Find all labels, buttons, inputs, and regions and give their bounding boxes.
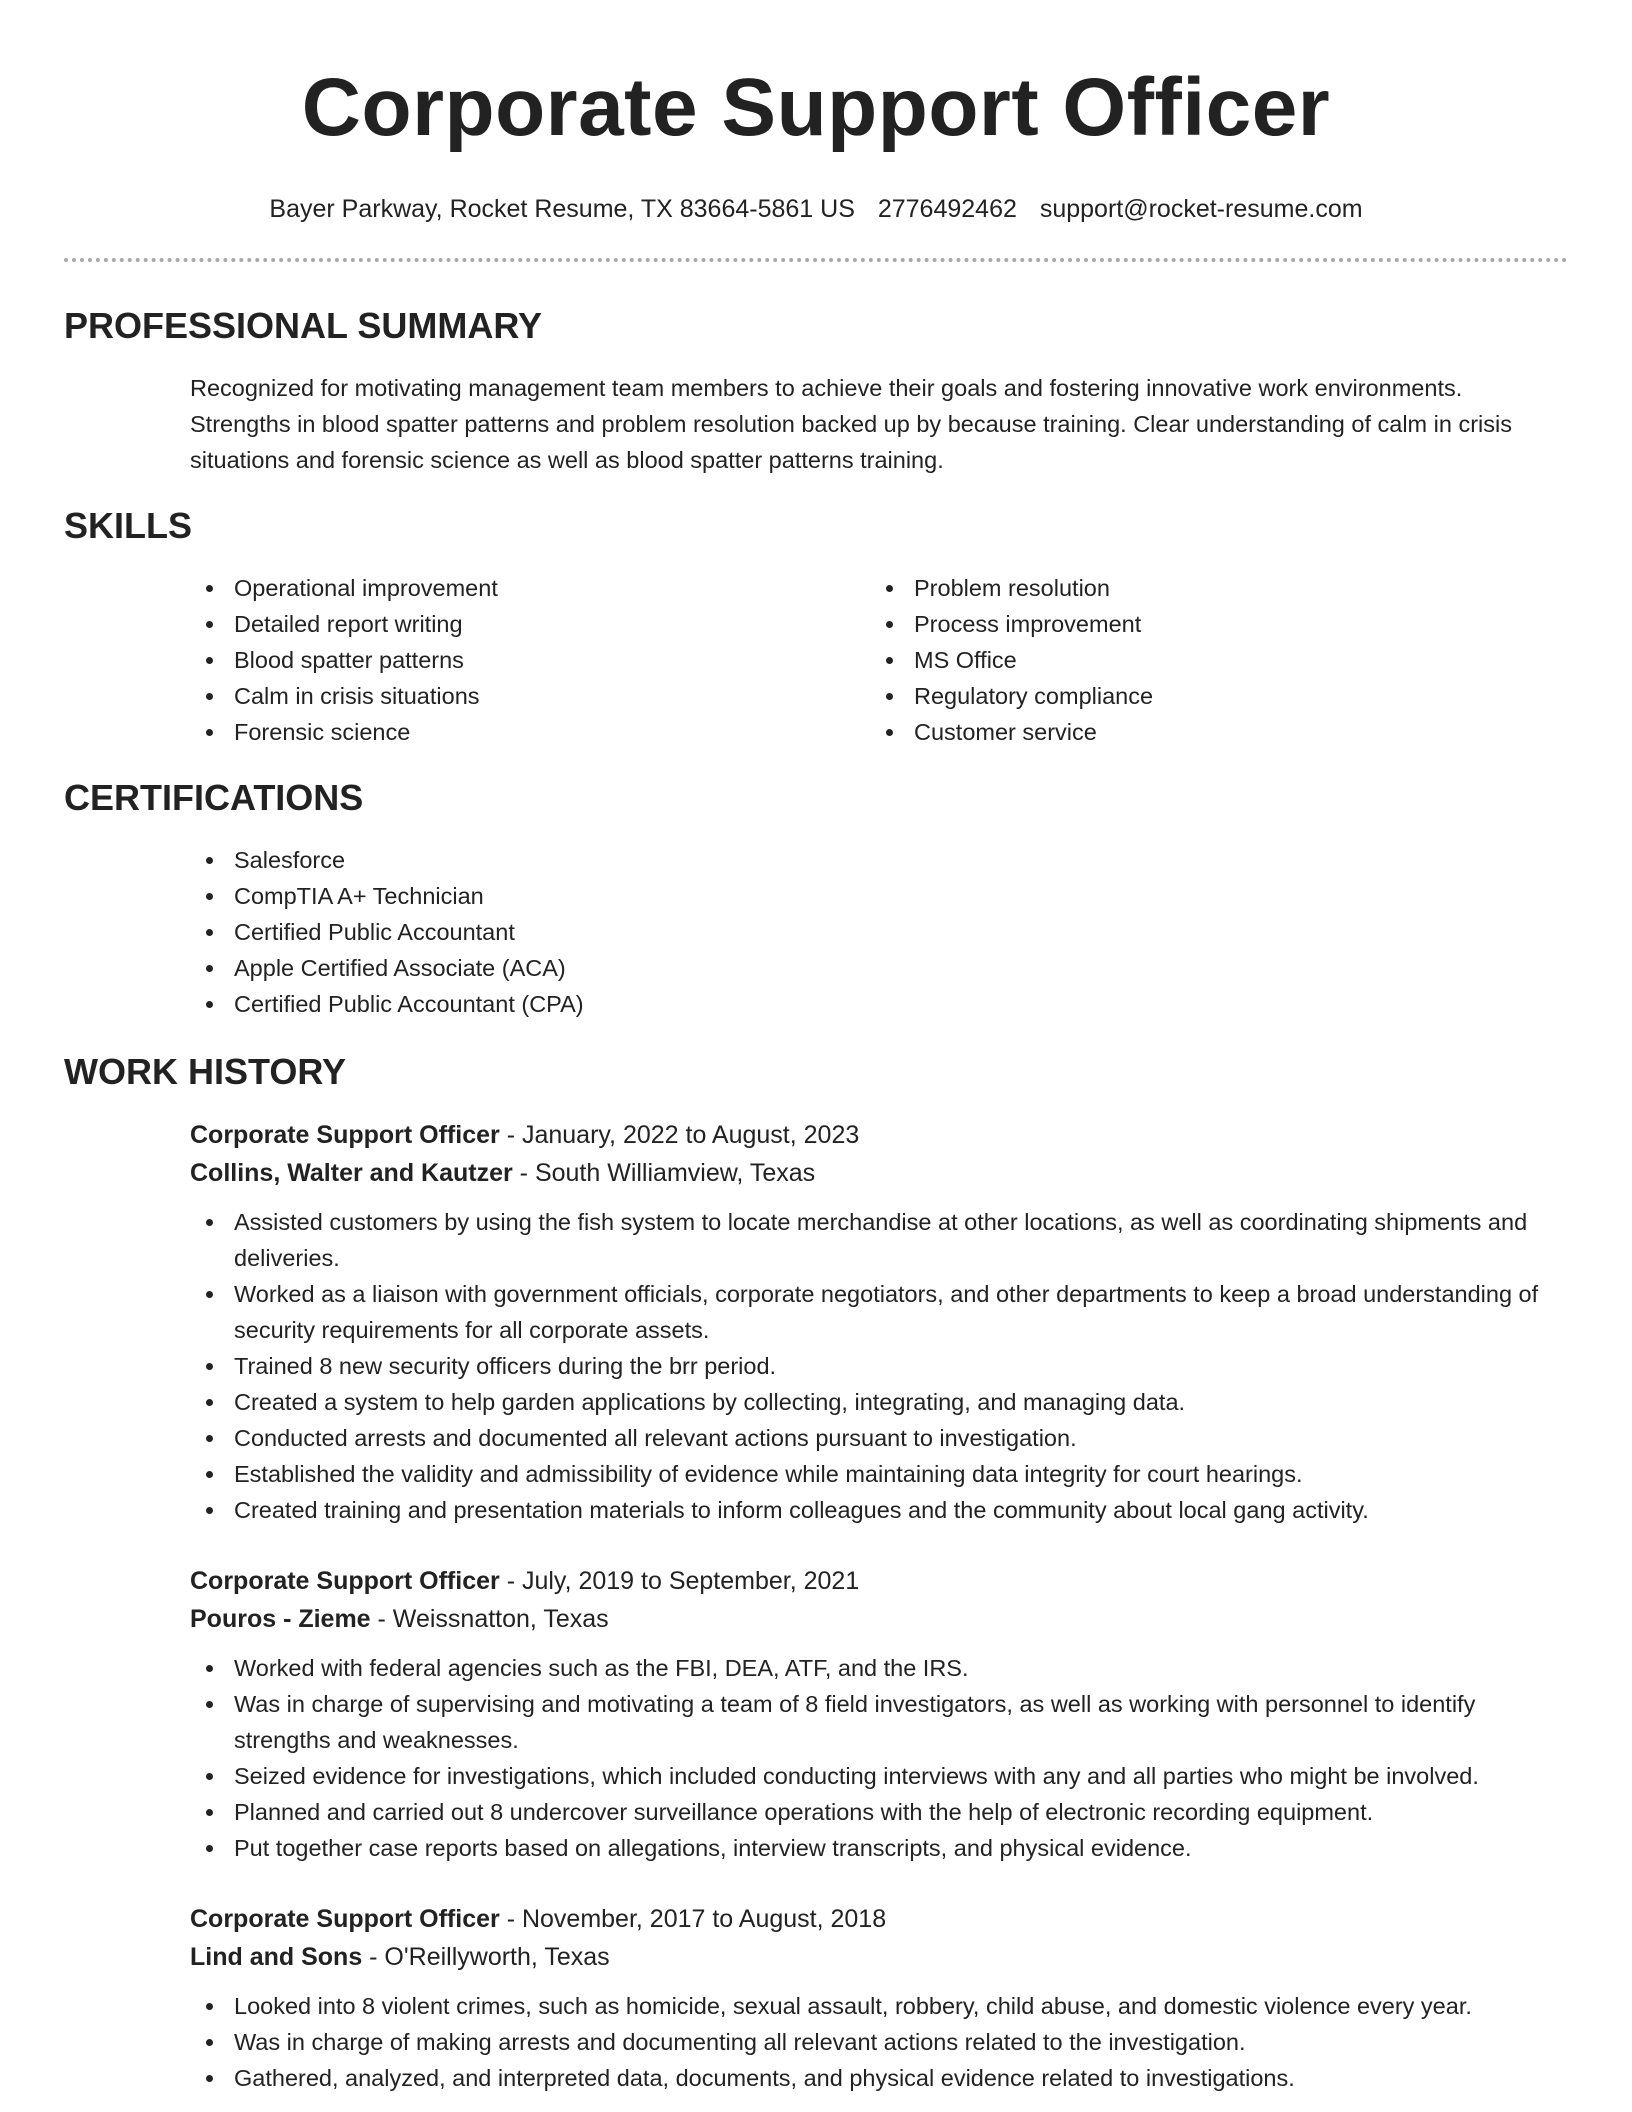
job-dates: - November, 2017 to August, 2018	[499, 1905, 887, 1933]
job-bullets	[64, 1650, 1568, 1866]
certifications-list	[190, 842, 1568, 1022]
job-role: Corporate Support Officer	[190, 1567, 500, 1595]
work-history-section	[64, 1050, 1568, 2096]
job-location: - O'Reillyworth, Texas	[362, 1943, 610, 1971]
candidate-name: Corporate Support Officer	[301, 62, 1331, 153]
contact-address: Bayer Parkway, Rocket Resume, TX 83664-5861 US	[269, 195, 855, 223]
certifications-section	[64, 776, 1568, 1022]
job-title-line	[190, 1116, 1568, 1154]
job-entry	[190, 1116, 1568, 1528]
skill-item: MS Office	[870, 642, 1550, 678]
skill-item: Calm in crisis situations	[190, 678, 870, 714]
job-bullet: Seized evidence for investigations, which included conducting interviews with any and all parties who might be involved.	[190, 1758, 1568, 1794]
job-company-line	[190, 1154, 1568, 1192]
job-location: - Weissnatton, Texas	[370, 1605, 609, 1633]
skill-item: Regulatory compliance	[870, 678, 1550, 714]
skill-item: Process improvement	[870, 606, 1550, 642]
job-bullet: Conducted arrests and documented all relevant actions pursuant to investigation.	[190, 1420, 1568, 1456]
skill-item: Customer service	[870, 714, 1550, 750]
job-company: Lind and Sons	[190, 1943, 363, 1971]
job-company: Collins, Walter and Kautzer	[190, 1159, 513, 1187]
job-company-line	[190, 1938, 1568, 1976]
skills-list-left	[190, 570, 870, 750]
job-bullet: Created a system to help garden applications by collecting, integrating, and managing data.	[190, 1384, 1568, 1420]
job-location: - South Williamview, Texas	[512, 1159, 816, 1187]
job-bullet: Was in charge of making arrests and documenting all relevant actions related to the investigation.	[190, 2024, 1568, 2060]
skill-item: Blood spatter patterns	[190, 642, 870, 678]
job-role: Corporate Support Officer	[190, 1905, 500, 1933]
job-bullet: Assisted customers by using the fish system to locate merchandise at other locations, as well as coordinating shipments and deliveries.	[190, 1204, 1568, 1276]
job-bullet: Gathered, analyzed, and interpreted data, documents, and physical evidence related to investigations.	[190, 2060, 1568, 2096]
job-entry	[190, 1900, 1568, 2096]
job-entry	[190, 1562, 1568, 1866]
job-bullet: Was in charge of supervising and motivating a team of 8 field investigators, as well as working with personnel to identify strengths and weaknesses.	[190, 1686, 1568, 1758]
job-bullet: Looked into 8 violent crimes, such as homicide, sexual assault, robbery, child abuse, and domestic violence every year.	[190, 1988, 1568, 2024]
certification-item: Apple Certified Associate (ACA)	[190, 950, 1568, 986]
skill-item: Detailed report writing	[190, 606, 870, 642]
summary-text: Recognized for motivating management team members to achieve their goals and fostering innovative work environments. Strengths in blood spatter patterns and problem resolution backed up by because training. Clear understanding of calm in crisis situations and forensic science as well as blood spatter patterns training.	[190, 375, 1512, 473]
summary-section	[64, 304, 1568, 478]
skill-item: Forensic science	[190, 714, 870, 750]
job-dates: - July, 2019 to September, 2021	[499, 1567, 860, 1595]
certification-item: Salesforce	[190, 842, 1568, 878]
skill-item: Operational improvement	[190, 570, 870, 606]
job-title-line	[190, 1900, 1568, 1938]
job-dates: - January, 2022 to August, 2023	[499, 1121, 860, 1149]
job-title-line	[190, 1562, 1568, 1600]
skills-grid	[190, 570, 1568, 750]
skills-heading: SKILLS	[64, 505, 193, 546]
job-bullet: Worked with federal agencies such as the FBI, DEA, ATF, and the IRS.	[190, 1650, 1568, 1686]
contact-line	[64, 194, 1568, 224]
certifications-heading: CERTIFICATIONS	[64, 777, 364, 818]
job-company: Pouros - Zieme	[190, 1605, 371, 1633]
skill-item: Problem resolution	[870, 570, 1550, 606]
certification-item: CompTIA A+ Technician	[190, 878, 1568, 914]
job-bullet: Created training and presentation materials to inform colleagues and the community about local gang activity.	[190, 1492, 1568, 1528]
job-bullet: Worked as a liaison with government officials, corporate negotiators, and other departments to keep a broad understanding of security requirements for all corporate assets.	[190, 1276, 1568, 1348]
job-bullets	[64, 1988, 1568, 2096]
job-bullet: Trained 8 new security officers during the brr period.	[190, 1348, 1568, 1384]
certification-item: Certified Public Accountant	[190, 914, 1568, 950]
job-bullets	[64, 1204, 1568, 1528]
job-bullet: Put together case reports based on allegations, interview transcripts, and physical evidence.	[190, 1830, 1568, 1866]
header-divider	[64, 258, 1568, 262]
contact-email: support@rocket-resume.com	[1039, 195, 1363, 223]
job-bullet: Established the validity and admissibility of evidence while maintaining data integrity for court hearings.	[190, 1456, 1568, 1492]
skills-section	[64, 504, 1568, 750]
job-company-line	[190, 1600, 1568, 1638]
work-history-heading: WORK HISTORY	[64, 1051, 347, 1092]
summary-heading: PROFESSIONAL SUMMARY	[64, 305, 543, 346]
job-bullet: Planned and carried out 8 undercover surveillance operations with the help of electronic recording equipment.	[190, 1794, 1568, 1830]
certification-item: Certified Public Accountant (CPA)	[190, 986, 1568, 1022]
job-role: Corporate Support Officer	[190, 1121, 500, 1149]
skills-list-right	[870, 570, 1550, 750]
contact-phone: 2776492462	[877, 195, 1017, 223]
